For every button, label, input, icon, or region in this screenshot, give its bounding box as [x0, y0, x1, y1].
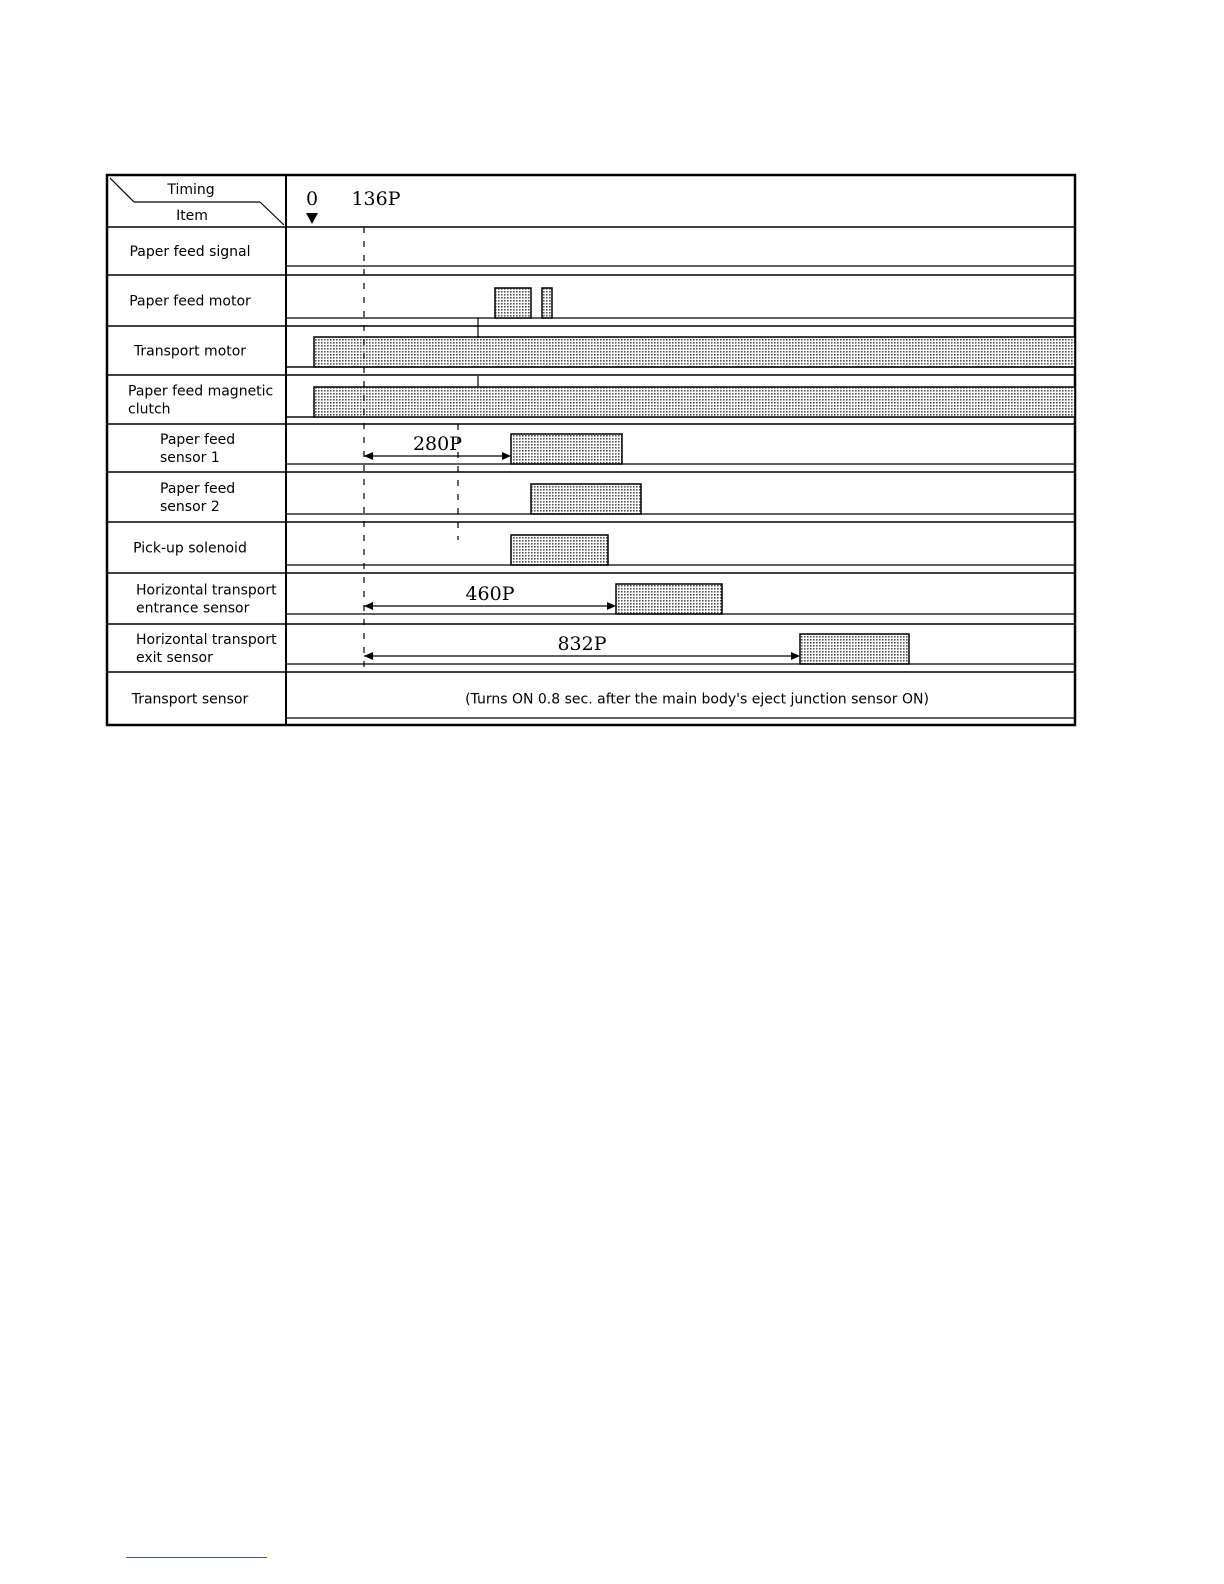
row-label-paper-feed-magnetic-clutch-line-2: clutch — [128, 401, 171, 418]
pulse-paper-feed-magnetic-clutch-1 — [314, 387, 1075, 417]
pulse-paper-feed-motor-1 — [495, 288, 531, 318]
row-label-horizontal-transport-exit-sensor-line-1: Horizontal transport — [136, 632, 277, 648]
dimension-arrow-left-paper-feed-sensor-1 — [364, 452, 373, 460]
row-label-paper-feed-sensor-2-line-2: sensor 2 — [160, 499, 220, 515]
header-timing-label: Timing — [167, 182, 215, 198]
row-label-paper-feed-sensor-1-line-2: sensor 1 — [160, 450, 220, 466]
pulse-paper-feed-motor-2 — [542, 288, 552, 318]
row-label-horizontal-transport-entrance-sensor-line-2: entrance sensor — [136, 600, 250, 617]
marker-reference-label: 136P — [351, 188, 401, 210]
pulse-pick-up-solenoid-1 — [511, 535, 608, 565]
row-label-transport-sensor: Transport sensor — [131, 691, 249, 708]
header-diagonal-left — [110, 178, 134, 202]
pulse-horizontal-transport-exit-sensor-1 — [800, 634, 909, 664]
dimension-arrow-right-horizontal-transport-entrance-sensor — [607, 602, 616, 610]
pulse-paper-feed-sensor-1-1 — [511, 434, 622, 464]
pulse-horizontal-transport-entrance-sensor-1 — [616, 584, 722, 614]
row-label-horizontal-transport-exit-sensor-line-2: exit sensor — [136, 650, 213, 666]
dimension-arrow-right-horizontal-transport-exit-sensor — [791, 652, 800, 660]
dimension-arrow-right-paper-feed-sensor-1 — [502, 452, 511, 460]
row-note-transport-sensor: (Turns ON 0.8 sec. after the main body's eject junction sensor ON) — [465, 691, 929, 708]
row-label-paper-feed-sensor-2-line-1: Paper feed — [160, 481, 236, 497]
marker-zero-arrow — [306, 213, 318, 224]
marker-zero-label: 0 — [305, 188, 319, 210]
header-diagonal-right — [260, 202, 284, 225]
dimension-arrow-left-horizontal-transport-entrance-sensor — [364, 602, 373, 610]
row-label-pick-up-solenoid: Pick-up solenoid — [133, 540, 247, 557]
dimension-arrow-left-horizontal-transport-exit-sensor — [364, 652, 373, 660]
dimension-label-horizontal-transport-entrance-sensor: 460P — [465, 583, 515, 605]
row-label-transport-motor: Transport motor — [133, 343, 247, 360]
header-item-label: Item — [176, 208, 208, 224]
row-label-paper-feed-sensor-1-line-1: Paper feed — [160, 432, 236, 448]
dimension-label-paper-feed-sensor-1: 280P — [412, 433, 463, 455]
pulse-paper-feed-sensor-2-1 — [531, 484, 641, 514]
footer-link-underline — [126, 1557, 267, 1558]
row-label-horizontal-transport-entrance-sensor-line-1: Horizontal transport — [136, 582, 277, 599]
row-label-paper-feed-magnetic-clutch-line-1: Paper feed magnetic — [128, 383, 274, 400]
row-label-paper-feed-motor: Paper feed motor — [129, 293, 251, 310]
dimension-label-horizontal-transport-exit-sensor: 832P — [557, 633, 607, 655]
row-label-paper-feed-signal: Paper feed signal — [129, 244, 251, 260]
pulse-transport-motor-1 — [314, 337, 1075, 367]
